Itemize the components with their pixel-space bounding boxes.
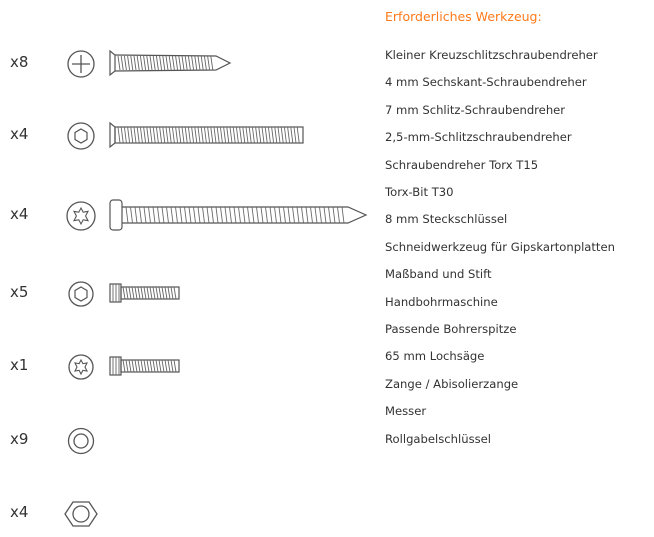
part-row (0, 493, 370, 533)
tool-item: Handbohrmaschine (385, 294, 498, 309)
countersunk-screw-icon (108, 43, 233, 83)
torx-head-icon (64, 199, 98, 233)
tool-item: 4 mm Sechskant-Schraubendreher (385, 75, 587, 90)
lag-screw-icon (108, 195, 370, 235)
tools-title: Erforderliches Werkzeug: (385, 9, 542, 24)
socket-cap-screw-icon (108, 273, 183, 313)
tool-item: 7 mm Schlitz-Schraubendreher (385, 102, 566, 117)
tool-item: 8 mm Steckschlüssel (385, 212, 508, 227)
part-row (0, 273, 370, 313)
part-quantity: x9 (10, 430, 29, 448)
tool-item: Rollgabelschlüssel (385, 431, 492, 446)
part-quantity: x1 (10, 356, 29, 374)
tool-item: Schraubendreher Torx T15 (385, 157, 539, 172)
part-row (0, 420, 370, 460)
part-row (0, 43, 370, 83)
tool-item: 65 mm Lochsäge (385, 349, 485, 364)
tool-item: Messer (385, 404, 427, 419)
phillips-head-icon (64, 47, 98, 81)
washer-icon (64, 424, 98, 458)
tool-item: Kleiner Kreuzschlitzschraubendreher (385, 48, 598, 62)
part-row (0, 346, 370, 386)
part-quantity: x4 (10, 205, 29, 223)
tool-item: Torx-Bit T30 (385, 185, 454, 199)
hex-nut-icon (64, 497, 98, 531)
part-quantity: x4 (10, 125, 29, 143)
part-row (0, 195, 370, 235)
part-quantity: x4 (10, 503, 29, 521)
tool-item: Schneidwerkzeug für Gipskartonplatten (385, 239, 615, 254)
torx-cap-screw-icon (108, 346, 183, 386)
tool-item: 2,5-mm-Schlitzschraubendreher (385, 130, 572, 145)
torx-cap-icon (64, 350, 98, 384)
hex-socket-cap-icon (64, 277, 98, 311)
hex-socket-head-icon (64, 119, 98, 153)
tool-item: Zange / Abisolierzange (385, 376, 519, 391)
part-quantity: x8 (10, 53, 29, 71)
part-row (0, 115, 370, 155)
tool-item: Passende Bohrerspitze (385, 322, 517, 336)
tool-item: Maßband und Stift (385, 267, 492, 282)
part-quantity: x5 (10, 283, 29, 301)
machine-screw-icon (108, 115, 308, 155)
